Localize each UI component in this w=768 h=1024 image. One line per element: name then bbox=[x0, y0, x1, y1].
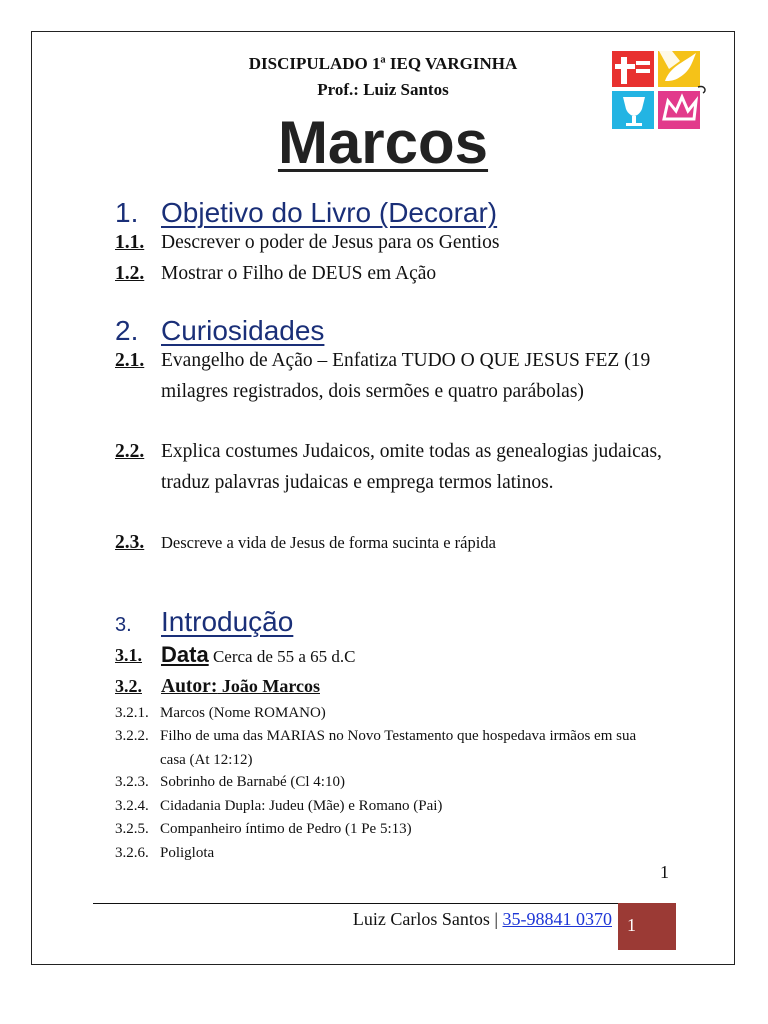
author-text: João Marcos bbox=[217, 676, 320, 696]
sub-item bbox=[115, 771, 675, 795]
item-number: 2.1. bbox=[115, 350, 145, 371]
footer-separator: | bbox=[489, 909, 503, 929]
item-number: 2.2. bbox=[115, 441, 145, 462]
item-number: 3.1. bbox=[115, 645, 142, 665]
item-number: 1.2. bbox=[115, 263, 145, 284]
sub-item-text: Sobrinho de Barnabé (Cl 4:10) bbox=[160, 774, 345, 790]
section-heading-objetivo bbox=[115, 196, 497, 230]
section-title: Curiosidades bbox=[161, 315, 325, 346]
church-logo bbox=[610, 45, 710, 135]
section-heading-curiosidades bbox=[115, 314, 324, 348]
list-item bbox=[115, 528, 675, 559]
item-text: Mostrar o Filho de DEUS em Ação bbox=[161, 263, 437, 284]
footer bbox=[300, 905, 612, 933]
item-number: 1.1. bbox=[115, 232, 145, 253]
sub-item bbox=[115, 842, 675, 866]
sub-item bbox=[115, 795, 675, 819]
item-text: Descrever o poder de Jesus para os Gentios bbox=[161, 232, 500, 253]
sub-item-number: 3.2.6. bbox=[115, 845, 149, 861]
list-item bbox=[115, 437, 675, 498]
sub-item-number: 3.2.4. bbox=[115, 798, 149, 814]
page-number: 1 bbox=[660, 862, 669, 882]
section-title: Introdução bbox=[161, 606, 294, 637]
sub-item bbox=[115, 725, 675, 772]
list-item-author bbox=[115, 671, 675, 703]
list-item bbox=[115, 346, 660, 407]
sub-item-text: Cidadania Dupla: Judeu (Mãe) e Romano (Pai) bbox=[160, 798, 443, 814]
sub-item bbox=[115, 702, 675, 726]
section-number: 2. bbox=[115, 315, 139, 346]
item-text: Explica costumes Judaicos, omite todas as genealogias judaicas, traduz palavras judaicas e emprega termos latinos. bbox=[161, 441, 662, 493]
item-number: 2.3. bbox=[115, 532, 145, 553]
list-item-data bbox=[115, 640, 675, 673]
list-item bbox=[115, 228, 675, 259]
header-professor: Prof.: Luiz Santos bbox=[317, 80, 449, 99]
footer-page-badge: 1 bbox=[618, 903, 676, 950]
sub-item bbox=[115, 818, 675, 842]
sub-item-number: 3.2.1. bbox=[115, 705, 149, 721]
data-label: Data bbox=[161, 642, 209, 667]
sub-item-number: 3.2.3. bbox=[115, 774, 149, 790]
sub-item-number: 3.2.2. bbox=[115, 728, 149, 744]
sub-item-text: Companheiro íntimo de Pedro (1 Pe 5:13) bbox=[160, 821, 412, 837]
section-title: Objetivo do Livro (Decorar) bbox=[161, 197, 498, 228]
item-text: Evangelho de Ação – Enfatiza TUDO O QUE JESUS FEZ (19 milagres registrados, dois sermões e quatro parábolas) bbox=[161, 350, 651, 402]
item-text: Descreve a vida de Jesus de forma sucinta e rápida bbox=[161, 533, 496, 552]
sub-item-text: Filho de uma das MARIAS no Novo Testamento que hospedava irmãos em sua casa (At 12:12) bbox=[160, 728, 637, 768]
sub-item-number: 3.2.5. bbox=[115, 821, 149, 837]
sub-item-text: Marcos (Nome ROMANO) bbox=[160, 705, 326, 721]
footer-author: Luiz Carlos Santos bbox=[352, 909, 490, 929]
footer-phone-link[interactable]: 35-98841 0370 bbox=[502, 909, 612, 929]
footer-divider bbox=[93, 903, 618, 904]
section-number: 1. bbox=[115, 197, 139, 228]
section-number: 3. bbox=[115, 614, 132, 636]
sub-item-text: Poliglota bbox=[160, 845, 215, 861]
item-number: 3.2. bbox=[115, 676, 142, 696]
page-title: Marcos bbox=[277, 109, 489, 176]
section-heading-introducao bbox=[115, 605, 293, 642]
data-text: Cerca de 55 a 65 d.C bbox=[208, 647, 356, 666]
author-label: Autor: bbox=[161, 676, 218, 697]
header-school: DISCIPULADO 1ª IEQ VARGINHA bbox=[248, 54, 518, 73]
list-item bbox=[115, 259, 675, 290]
